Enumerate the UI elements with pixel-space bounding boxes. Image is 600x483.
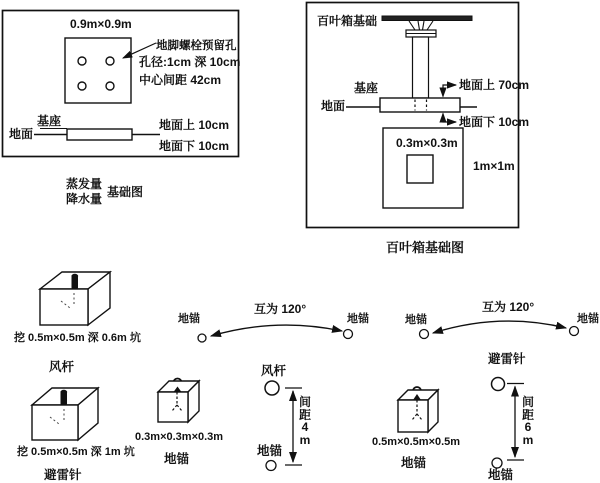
anchor-small-size-label: 0.3m×0.3m×0.3m [135, 431, 224, 443]
anchor-label: 地锚 [257, 444, 283, 458]
screen-panel-title: 百叶箱基础 [317, 14, 378, 28]
anchor-point [570, 327, 579, 336]
above-ground-label: 地面上 70cm [459, 78, 530, 92]
anchor-cube-large [398, 387, 438, 432]
pit-outline-03m [407, 155, 433, 183]
bolt-hole-spec: 孔径:1cm 深 10cm [139, 55, 241, 69]
spacing-label-vertical: 间 距 4 m [298, 395, 311, 447]
wind-pit-dig-label: 挖 0.5m×0.5m 深 0.6m 坑 [14, 332, 141, 344]
caption-precipitation: 降水量 [66, 192, 103, 206]
lightning-rod-cube [32, 388, 98, 440]
anchor-label: 地锚 [577, 313, 599, 325]
base-block [380, 98, 460, 112]
below-ground-label: 地面下 10cm [159, 139, 230, 153]
plate-size-label: 0.9m×0.9m [70, 17, 132, 31]
mount-plate-square [65, 38, 131, 103]
anchor-large-size-label: 0.5m×0.5m×0.5m [372, 436, 461, 448]
below-ground-label: 地面下 10cm [459, 115, 530, 129]
wind-pole-point [265, 381, 279, 395]
bolt-hole [78, 57, 86, 65]
pit-outer-size-label: 1m×1m [473, 159, 515, 173]
anchor-small-name-label: 地锚 [164, 452, 190, 466]
spacing-label-vertical: 间 距 6 m [521, 395, 534, 447]
anchor-label: 地锚 [405, 314, 427, 326]
bolt-cap-icon [60, 390, 67, 394]
plate-gussets [409, 21, 433, 30]
screen-post [413, 37, 429, 98]
anchor-point [266, 461, 276, 471]
screen-top-plate [382, 16, 472, 21]
anchor-label: 地锚 [347, 313, 369, 325]
angle-label: 互为 120° [482, 300, 535, 314]
cube-front-face [32, 405, 78, 440]
ground-label: 地面 [9, 127, 34, 141]
above-ground-label: 地面上 10cm [159, 118, 230, 132]
wind-pole-name-label: 风杆 [49, 360, 75, 374]
anchor-label: 地锚 [488, 468, 514, 482]
bolt-hole [78, 82, 86, 90]
bolt-hole [106, 82, 114, 90]
anchor-label: 地锚 [178, 313, 200, 325]
screen-panel-caption: 百叶箱基础图 [386, 240, 465, 255]
wind-pole-label: 风杆 [261, 364, 287, 378]
bolt-hole [106, 57, 114, 65]
pit-inner-size-label: 0.3m×0.3m [396, 136, 458, 150]
anchor-point [344, 330, 353, 339]
anchor-point [198, 334, 206, 342]
bolt-hole-note-title: 地脚螺栓预留孔 [156, 40, 237, 52]
base-label: 基座 [37, 114, 62, 128]
lightning-rod-name-label: 避雷针 [44, 468, 82, 482]
base-block [67, 129, 132, 140]
angle-label: 互为 120° [254, 302, 307, 316]
lightning-pit-dig-label: 挖 0.5m×0.5m 深 1m 坑 [17, 446, 135, 458]
anchor-cube-small [158, 379, 199, 423]
wind-pole-cube [40, 272, 110, 325]
anchor-point [492, 458, 502, 468]
angle-arc-arrow [433, 321, 566, 333]
cube-front-face [40, 289, 88, 325]
caption-foundation: 基础图 [107, 185, 144, 199]
lightning-rod-point [492, 378, 505, 391]
bolt-hole-spacing: 中心间距 42cm [139, 73, 222, 87]
base-label: 基座 [354, 81, 379, 95]
anchor-point [420, 330, 429, 339]
anchor-large-name-label: 地锚 [401, 456, 427, 470]
cube-front-face [398, 400, 428, 432]
ground-label: 地面 [321, 99, 346, 113]
below-ground-arrow [443, 114, 456, 123]
lightning-rod-label: 避雷针 [488, 352, 526, 366]
above-ground-arrow [443, 85, 456, 97]
angle-arc-arrow [211, 325, 342, 336]
caption-evaporation: 蒸发量 [66, 177, 103, 191]
bolt-cap-icon [71, 274, 78, 278]
cube-front-face [158, 392, 188, 422]
